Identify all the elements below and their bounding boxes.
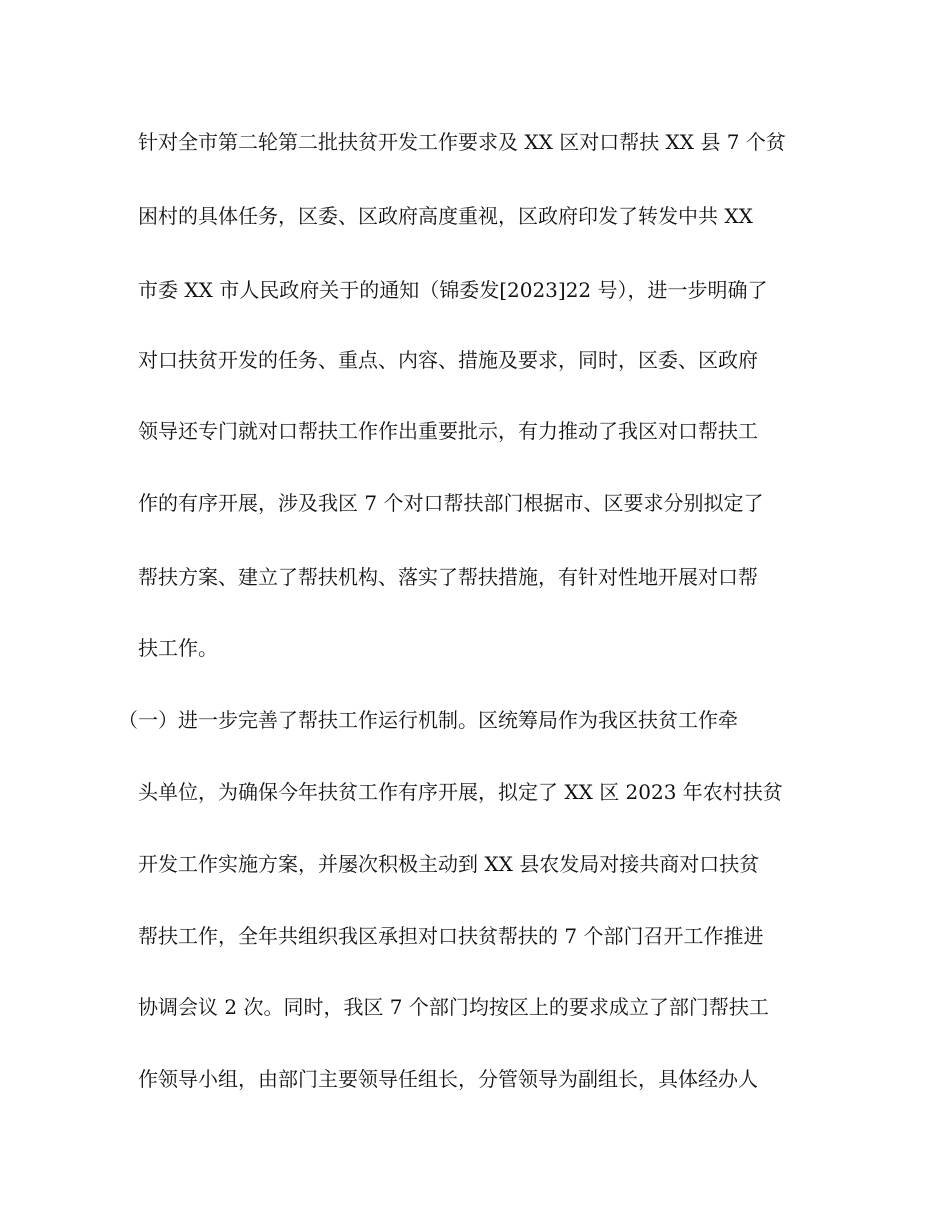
body-text-line: 扶工作。 xyxy=(138,636,218,660)
section-heading-line: （一）进一步完善了帮扶工作运行机制。区统筹局作为我区扶贫工作牵 xyxy=(118,708,738,732)
body-text-line: 开发工作实施方案，并屡次积极主动到 XX 县农发局对接共商对口扶贫 xyxy=(138,852,760,876)
body-text-line: 困村的具体任务，区委、区政府高度重视，区政府印发了转发中共 XX xyxy=(138,204,753,228)
body-text-line: 帮扶方案、建立了帮扶机构、落实了帮扶措施，有针对性地开展对口帮 xyxy=(138,565,758,589)
body-text-line: 市委 XX 市人民政府关于的通知（锦委发[2023]22 号），进一步明确了 xyxy=(138,278,768,302)
body-text-line: 作领导小组，由部门主要领导任组长，分管领导为副组长，具体经办人 xyxy=(138,1067,758,1091)
body-text-line: 头单位，为确保今年扶贫工作有序开展，拟定了 XX 区 2023 年农村扶贫 xyxy=(138,780,783,804)
body-text-line: 领导还专门就对口帮扶工作作出重要批示，有力推动了我区对口帮扶工 xyxy=(138,419,758,443)
body-text-line: 协调会议 2 次。同时，我区 7 个部门均按区上的要求成立了部门帮扶工 xyxy=(138,995,769,1019)
body-text-line: 帮扶工作，全年共组织我区承担对口扶贫帮扶的 7 个部门召开工作推进 xyxy=(138,924,764,948)
body-text-line: 对口扶贫开发的任务、重点、内容、措施及要求，同时，区委、区政府 xyxy=(138,348,758,372)
body-text-line: 针对全市第二轮第二批扶贫开发工作要求及 XX 区对口帮扶 XX 县 7 个贫 xyxy=(138,130,786,154)
body-text-line: 作的有序开展，涉及我区 7 个对口帮扶部门根据市、区要求分别拟定了 xyxy=(138,491,764,515)
